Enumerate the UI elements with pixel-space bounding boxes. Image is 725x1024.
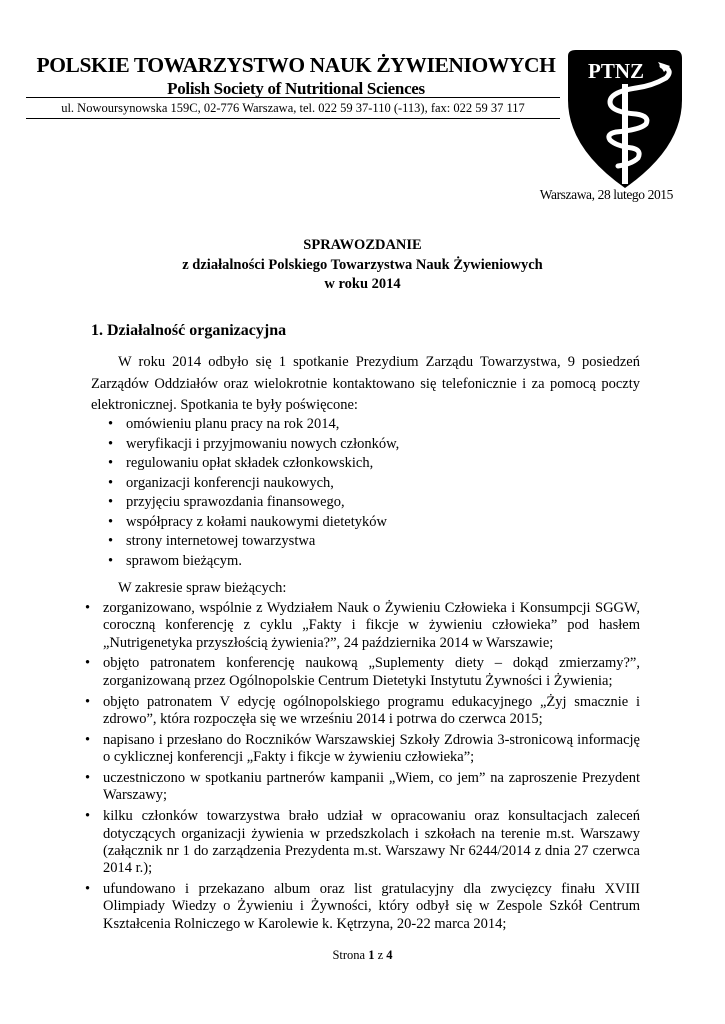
org-name-polish: POLSKIE TOWARZYSTWO NAUK ŻYWIENIOWYCH bbox=[36, 53, 556, 77]
org-name-english: Polish Society of Nutritional Sciences bbox=[167, 79, 425, 98]
list-item: • strony internetowej towarzystwa bbox=[126, 532, 399, 552]
ptnz-logo bbox=[566, 48, 684, 190]
list-item: • weryfikacji i przyjmowaniu nowych członków, bbox=[126, 435, 399, 455]
list-item: • objęto patronatem V edycję ogólnopolskiego programu edukacyjnego „Żyj smacznie i zdrowo”, która rozpoczęła się we wrześniu 2014 i potrwa do czerwca 2015; bbox=[103, 694, 640, 729]
list-item: • omówieniu planu pracy na rok 2014, bbox=[126, 415, 399, 435]
page-footer bbox=[0, 948, 725, 963]
list-item: • organizacji konferencji naukowych, bbox=[126, 474, 399, 494]
page-total: 4 bbox=[386, 948, 393, 962]
report-title bbox=[0, 236, 725, 295]
meeting-topics-list bbox=[106, 415, 399, 571]
logo-text: PTNZ bbox=[588, 59, 645, 83]
current-affairs-intro: W zakresie spraw bieżących: bbox=[118, 580, 287, 596]
snake-staff-emblem-icon bbox=[566, 48, 684, 190]
list-item: • zorganizowano, wspólnie z Wydziałem Nauk o Żywieniu Człowieka i Konsumpcji SGGW, coroczną konferencję z cyklu „Fakty i fikcje w żywieniu człowieka” pod hasłem „Nutrigenetyka przyszłością żywienia?”, 24 października 2014 w Warszawie; bbox=[103, 600, 640, 652]
list-item: • sprawom bieżącym. bbox=[126, 552, 399, 572]
section-intro bbox=[91, 352, 640, 417]
list-item: • ufundowano i przekazano album oraz list gratulacyjny dla zwycięzcy finału XVIII Olimpiady Wiedzy o Żywieniu i Żywności, który odbył się w Zespole Szkół Centrum Kształcenia Rolniczego w Karolewie k. Kętrzyna, 20-22 marca 2014; bbox=[103, 881, 640, 933]
list-item: • uczestniczono w spotkaniu partnerów kampanii „Wiem, co jem” na zaproszenie Prezydent Warszawy; bbox=[103, 770, 640, 805]
intro-paragraph: W roku 2014 odbyło się 1 spotkanie Prezydium Zarządu Towarzystwa, 9 posiedzeń Zarządów Oddziałów oraz wielokrotnie kontaktowano się telefonicznie i za pomocą poczty elektronicznej. Spotkania te były poświęcone: bbox=[91, 354, 640, 413]
page-label: Strona bbox=[332, 948, 366, 962]
section-heading: 1. Działalność organizacyjna bbox=[91, 322, 287, 339]
letterhead bbox=[26, 52, 566, 100]
list-item: • regulowaniu opłat składek członkowskich, bbox=[126, 454, 399, 474]
list-item: • napisano i przesłano do Roczników Warszawskiej Szkoły Zdrowia 3-stronicową informację o cyklicznej konferencji „Fakty i fikcje w żywieniu człowieka”; bbox=[103, 732, 640, 767]
title-line-3: w roku 2014 bbox=[324, 276, 401, 292]
current-affairs-list bbox=[103, 600, 640, 937]
list-item: • przyjęciu sprawozdania finansowego, bbox=[126, 493, 399, 513]
list-item: • współpracy z kołami naukowymi dietetyków bbox=[126, 513, 399, 533]
document-date: Warszawa, 28 lutego 2015 bbox=[539, 187, 673, 202]
page-separator: z bbox=[377, 948, 384, 962]
header-rule-bottom bbox=[26, 118, 560, 119]
org-address: ul. Nowoursynowska 159C, 02-776 Warszawa, tel. 022 59 37-110 (-113), fax: 022 59 37 117 bbox=[61, 101, 525, 115]
header-rule-top bbox=[26, 97, 560, 98]
title-line-1: SPRAWOZDANIE bbox=[303, 237, 422, 253]
list-item: • objęto patronatem konferencję naukową „Suplementy diety – dokąd zmierzamy?”, zorganizowaną przez Ogólnopolskie Centrum Dietetyki Instytutu Żywności i Żywienia; bbox=[103, 655, 640, 690]
list-item: • kilku członków towarzystwa brało udział w opracowaniu oraz konsultacjach zaleceń dotyczących organizacji żywienia w przedszkolach i szkołach na terenie m.st. Warszawy (załącznik nr 1 do zarządzenia Prezydenta m.st. Warszawy Nr 6244/2014 z dnia 27 czerwca 2014 r.); bbox=[103, 808, 640, 877]
title-line-2: z działalności Polskiego Towarzystwa Nauk Żywieniowych bbox=[182, 256, 543, 273]
page-current: 1 bbox=[368, 948, 375, 962]
